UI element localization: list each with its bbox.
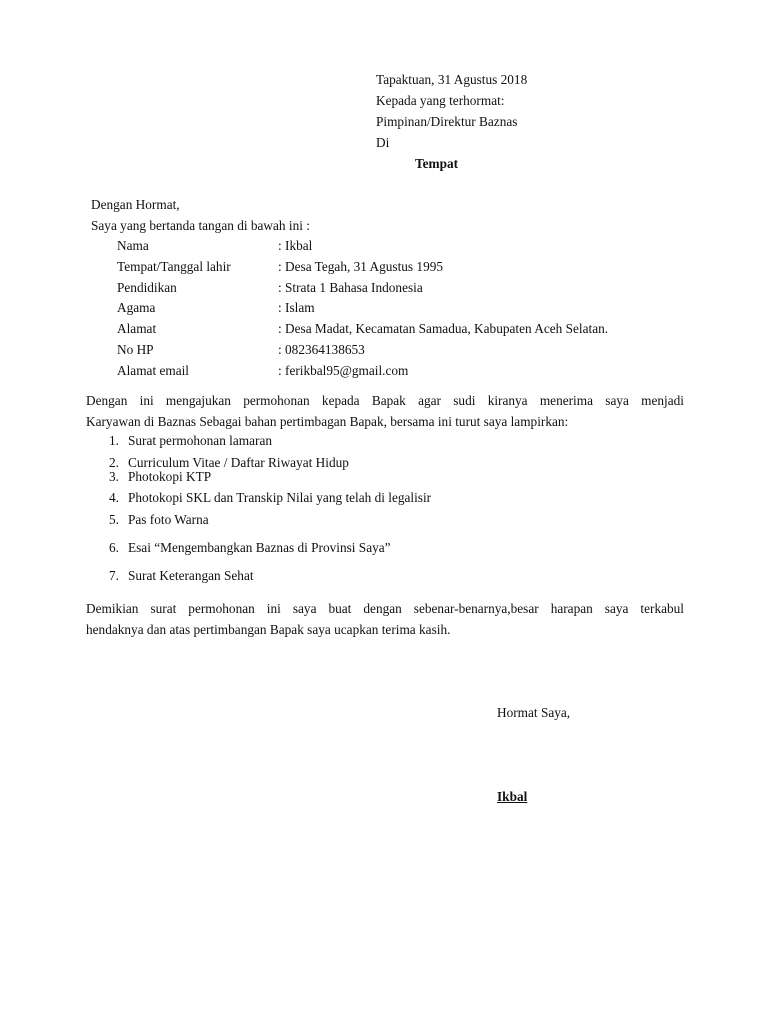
intro: Saya yang bertanda tangan di bawah ini : bbox=[91, 218, 310, 233]
regards: Hormat Saya, bbox=[497, 705, 571, 720]
identity-label: No HP bbox=[117, 342, 154, 357]
identity-label: Pendidikan bbox=[117, 280, 177, 295]
identity-value: : 082364138653 bbox=[278, 342, 365, 357]
request-paragraph bbox=[86, 390, 684, 432]
list-item: Surat Keterangan Sehat bbox=[128, 568, 254, 583]
list-item: Esai “Mengembangkan Baznas di Provinsi Saya” bbox=[128, 540, 391, 555]
list-number: 3. bbox=[109, 469, 119, 484]
closing-line: hendaknya dan atas pertimbangan Bapak saya ucapkan terima kasih. bbox=[86, 622, 451, 637]
identity-label: Alamat email bbox=[117, 363, 189, 378]
request-line: Dengan ini mengajukan permohonan kepada Bapak agar sudi kiranya menerima saya menjadi bbox=[86, 393, 684, 408]
to-line: Kepada yang terhormat: bbox=[376, 93, 505, 108]
list-number: 5. bbox=[109, 512, 119, 527]
closing-paragraph bbox=[86, 598, 684, 640]
identity-value: : Strata 1 Bahasa Indonesia bbox=[278, 280, 423, 295]
identity-value: : ferikbal95@gmail.com bbox=[278, 363, 409, 378]
greeting: Dengan Hormat, bbox=[91, 197, 180, 212]
tempat-line: Tempat bbox=[415, 156, 459, 171]
list-number: 4. bbox=[109, 490, 119, 505]
identity-label: Alamat bbox=[117, 321, 157, 336]
list-number: 7. bbox=[109, 568, 119, 583]
identity-label: Nama bbox=[117, 238, 149, 253]
identity-value: : Ikbal bbox=[278, 238, 313, 253]
request-line: Karyawan di Baznas Sebagai bahan pertimbagan Bapak, bersama ini turut saya lampirkan: bbox=[86, 414, 569, 429]
identity-value: : Desa Madat, Kecamatan Samadua, Kabupaten Aceh Selatan. bbox=[278, 321, 609, 336]
list-item: Photokopi SKL dan Transkip Nilai yang telah di legalisir bbox=[128, 490, 432, 505]
closing-line: Demikian surat permohonan ini saya buat dengan sebenar-benarnya,besar harapan saya terkabul bbox=[86, 601, 684, 616]
identity-label: Agama bbox=[117, 300, 156, 315]
list-number: 6. bbox=[109, 540, 119, 555]
list-item: Pas foto Warna bbox=[128, 512, 209, 527]
list-number: 2. bbox=[109, 455, 119, 470]
identity-label: Tempat/Tanggal lahir bbox=[117, 259, 231, 274]
list-item: Curriculum Vitae / Daftar Riwayat Hidup bbox=[128, 455, 349, 470]
identity-value: : Desa Tegah, 31 Agustus 1995 bbox=[278, 259, 444, 274]
di-line: Di bbox=[376, 135, 390, 150]
signer-name: Ikbal bbox=[497, 789, 528, 804]
identity-value: : Islam bbox=[278, 300, 315, 315]
list-item: Photokopi KTP bbox=[128, 469, 212, 484]
recipient: Pimpinan/Direktur Baznas bbox=[376, 114, 518, 129]
list-number: 1. bbox=[109, 433, 119, 448]
place-date: Tapaktuan, 31 Agustus 2018 bbox=[376, 72, 528, 87]
list-item: Surat permohonan lamaran bbox=[128, 433, 272, 448]
